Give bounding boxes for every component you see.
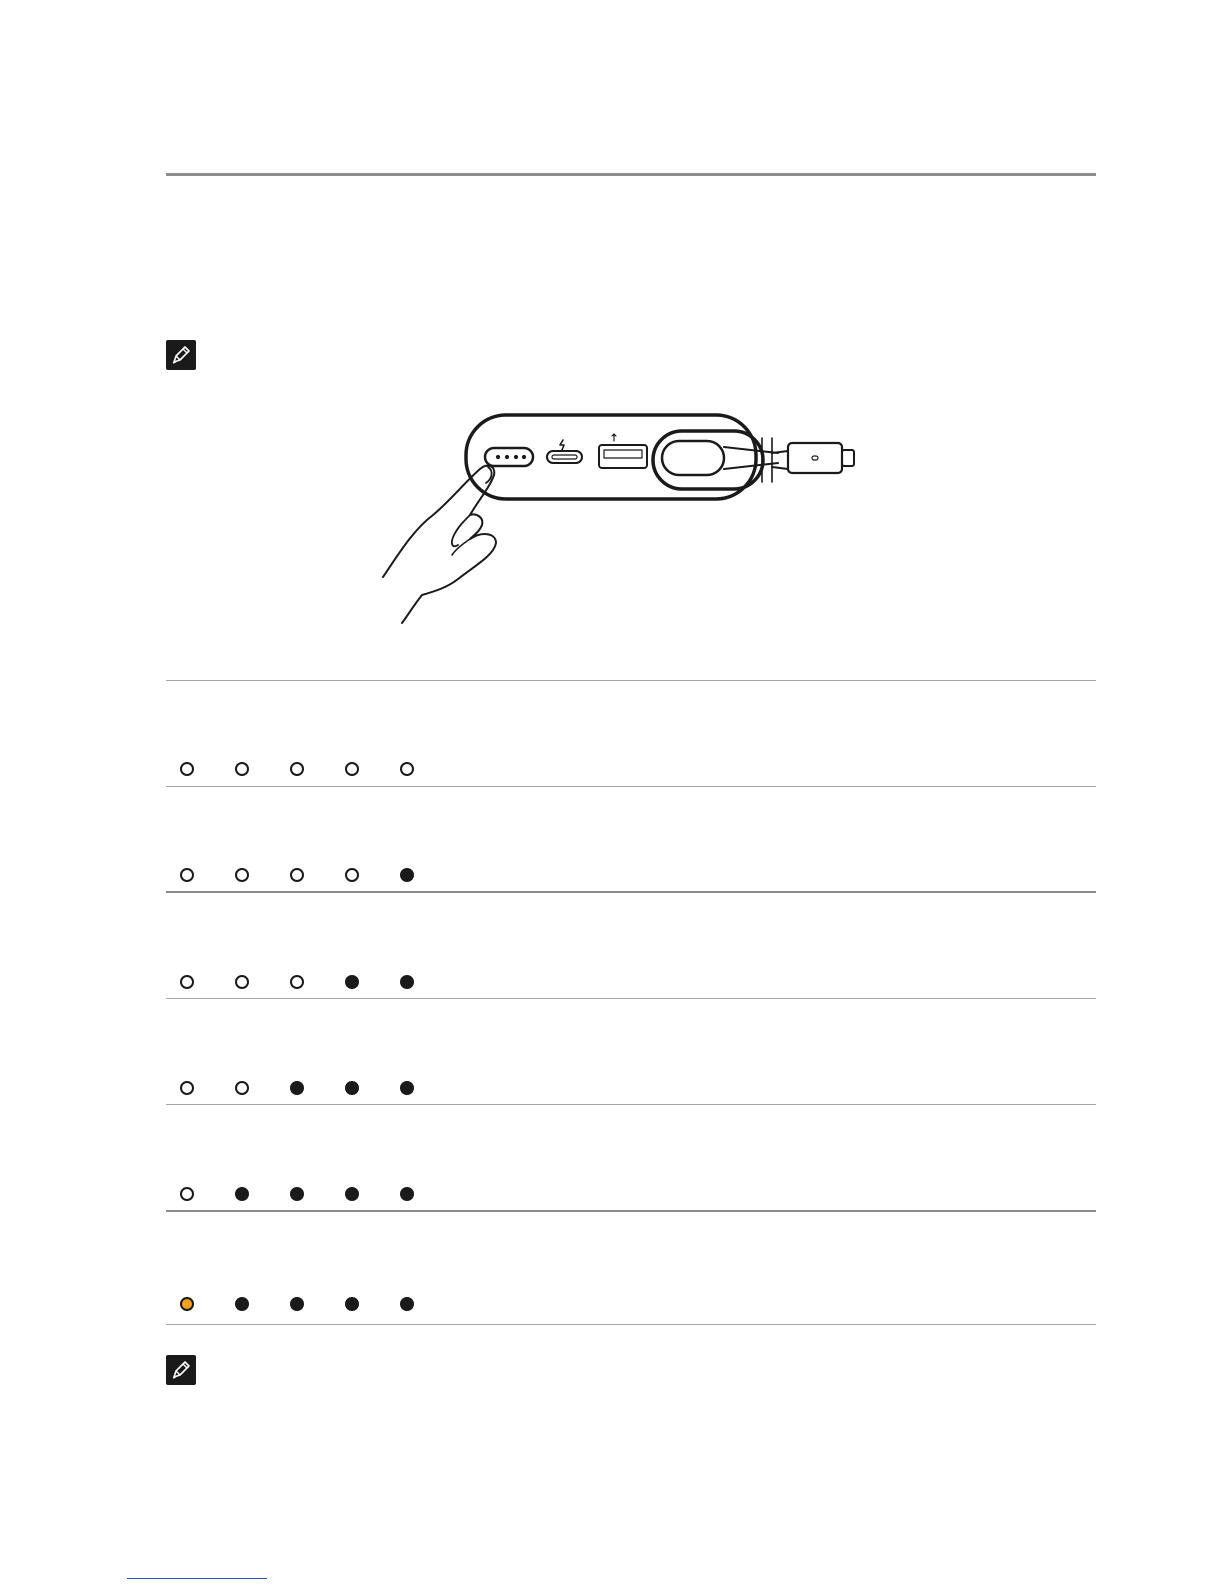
- led-indicator: [400, 762, 414, 776]
- power-bank-illustration: [378, 405, 883, 630]
- note-pencil-icon: [166, 340, 196, 370]
- led-indicator: [180, 762, 194, 776]
- led-indicator-low-battery: [180, 1297, 194, 1311]
- table-rule: [166, 891, 1096, 893]
- led-indicator: [290, 975, 304, 989]
- usb-c-connector: [788, 443, 842, 473]
- led-indicator: [290, 1297, 304, 1311]
- table-rule: [166, 1210, 1096, 1212]
- led-indicator: [235, 762, 249, 776]
- led-indicator: [235, 1297, 249, 1311]
- led-indicator: [345, 1081, 359, 1095]
- led-indicator: [400, 975, 414, 989]
- led-indicator: [400, 868, 414, 882]
- led-row: [180, 1187, 455, 1201]
- led-row: [180, 762, 455, 776]
- footer-link-underline[interactable]: [127, 1578, 267, 1579]
- led-indicator: [400, 1187, 414, 1201]
- lightning-bolt-icon: [560, 440, 564, 450]
- led-indicator: [180, 1187, 194, 1201]
- power-bank-body: [466, 415, 756, 499]
- led-indicator: [345, 1297, 359, 1311]
- led-indicator: [290, 762, 304, 776]
- led-indicator: [235, 975, 249, 989]
- led-indicator: [290, 1187, 304, 1201]
- led-row: [180, 1297, 455, 1311]
- table-rule: [166, 680, 1096, 681]
- led-indicator: [235, 1187, 249, 1201]
- led-indicator: [345, 1187, 359, 1201]
- led-indicator: [345, 975, 359, 989]
- led-row: [180, 1081, 455, 1095]
- led-indicator: [345, 762, 359, 776]
- usb-a-port: [599, 445, 647, 468]
- led-indicator: [235, 1081, 249, 1095]
- table-rule: [166, 1104, 1096, 1105]
- led-row: [180, 868, 455, 882]
- led-indicator: [290, 868, 304, 882]
- note-pencil-icon: [166, 1355, 196, 1385]
- led-indicator: [180, 868, 194, 882]
- table-rule: [166, 786, 1096, 787]
- led-indicator: [235, 868, 249, 882]
- led-indicator: [290, 1081, 304, 1095]
- led-indicator: [180, 1081, 194, 1095]
- cable-loop: [653, 431, 763, 489]
- table-rule: [166, 1324, 1096, 1325]
- table-rule: [166, 998, 1096, 999]
- top-rule: [166, 173, 1096, 176]
- led-indicator: [400, 1297, 414, 1311]
- led-indicator: [180, 975, 194, 989]
- led-indicator: [400, 1081, 414, 1095]
- led-row: [180, 975, 455, 989]
- led-indicator: [345, 868, 359, 882]
